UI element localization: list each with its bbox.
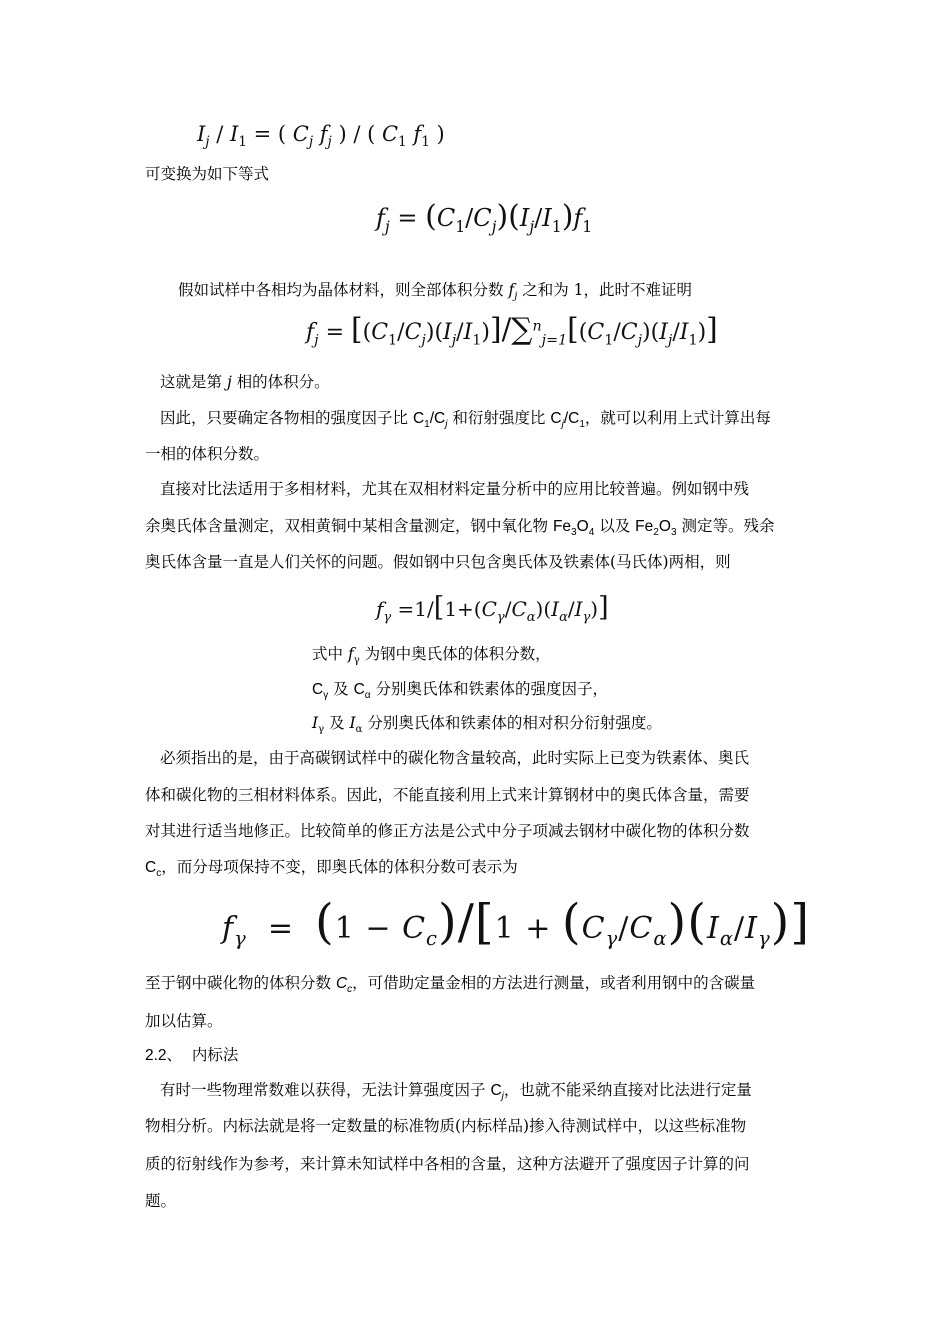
paragraph-therefore-line2: 一相的体积分数。: [145, 445, 270, 463]
where-line3: $I_\gamma$ 及 $I_\alpha$ 分别奥氏体和铁素体的相对积分衍射强度。: [312, 714, 662, 736]
paragraph-internal-line3: 质的衍射线作为参考，来计算未知试样中各相的含量，这种方法避开了强度因子计算的问: [145, 1155, 750, 1173]
section-heading: [145, 1045, 805, 1066]
formula-sum-normalization: $f_j = [(C_1/C_j)(I_j/I_1)]/\sum^n_{j=1}[(C_1/C_j)(I_j/I_1)]$: [306, 312, 718, 349]
paragraph-internal-line1: 有时一些物理常数难以获得，无法计算强度因子 $C_j$，也就不能采纳直接对比法进行定量: [160, 1081, 752, 1103]
section-number: 2.2、: [145, 1047, 183, 1064]
formula-corrected: $f_\gamma = (1 - C_c)/[1 + (C_\gamma/C_\alpha)(I_\alpha/I_\gamma)]$: [222, 894, 811, 950]
where-line1: 式中 $f_\gamma$ 为钢中奥氏体的体积分数，: [312, 645, 551, 667]
formula-fj: $f_j = (C_1/C_j)(I_j/I_1)f_1$: [376, 199, 593, 236]
paragraph-phase-j: 这就是第 j 相的体积分。: [160, 373, 330, 391]
intro-text: 可变换为如下等式: [145, 165, 270, 183]
formula-austenite: $f_\gamma =1/[1+(C_\gamma/C_\alpha)(I_\alpha/I_\gamma)]$: [376, 592, 609, 625]
paragraph-must-line4: $C_c$，而分母项保持不变，即奥氏体的体积分数可表示为: [145, 858, 518, 880]
paragraph-internal-line2: 物相分析。内标法就是将一定数量的标准物质(内标样品)掺入待测试样中，以这些标准物: [145, 1117, 747, 1135]
paragraph-direct-line2: 余奥氏体含量测定，双相黄铜中某相含量测定，钢中氧化物 $Fe_3O_4$ 以及 $Fe_2O_3$ 测定等。残余: [145, 517, 775, 539]
section-title: 内标法: [191, 1046, 239, 1064]
paragraph-assume: 假如试样中各相均为晶体材料，则全部体积分数 $f_j$ 之和为 1，此时不难证明: [178, 281, 693, 303]
paragraph-must-line2: 体和碳化物的三相材料体系。因此，不能直接利用上式来计算钢材中的奥氏体含量，需要: [145, 786, 750, 804]
paragraph-must-line3: 对其进行适当地修正。比较简单的修正方法是公式中分子项减去钢材中碳化物的体积分数: [145, 822, 750, 840]
paragraph-direct-line1: 直接对比法适用于多相材料，尤其在双相材料定量分析中的应用比较普遍。例如钢中残: [160, 480, 750, 498]
paragraph-direct-line3: 奥氏体含量一直是人们关怀的问题。假如钢中只包含奥氏体及铁素体(马氏体)两相，则: [145, 553, 731, 571]
formula-intensity-ratio: $I_j / I_1$ = ( $C_j$ $f_j$ ) / ( $C_1$ $f_1$ ): [197, 122, 445, 151]
paragraph-must-line1: 必须指出的是，由于高碳钢试样中的碳化物含量较高，此时实际上已变为铁素体、奥氏: [160, 749, 750, 767]
paragraph-carbide-line1: 至于钢中碳化物的体积分数 $C_c$，可借助定量金相的方法进行测量，或者利用钢中的含碳量: [145, 974, 756, 996]
paragraph-internal-line4: 题。: [145, 1192, 177, 1210]
where-line2: $C_\gamma$ 及 $C_\alpha$ 分别奥氏体和铁素体的强度因子，: [312, 680, 609, 702]
paragraph-carbide-line2: 加以估算。: [145, 1012, 223, 1030]
paragraph-therefore-line1: 因此，只要确定各物相的强度因子比 $C_1/C_j$ 和衍射强度比 $C_j/C_1$，就可以利用上式计算出每: [160, 409, 771, 431]
